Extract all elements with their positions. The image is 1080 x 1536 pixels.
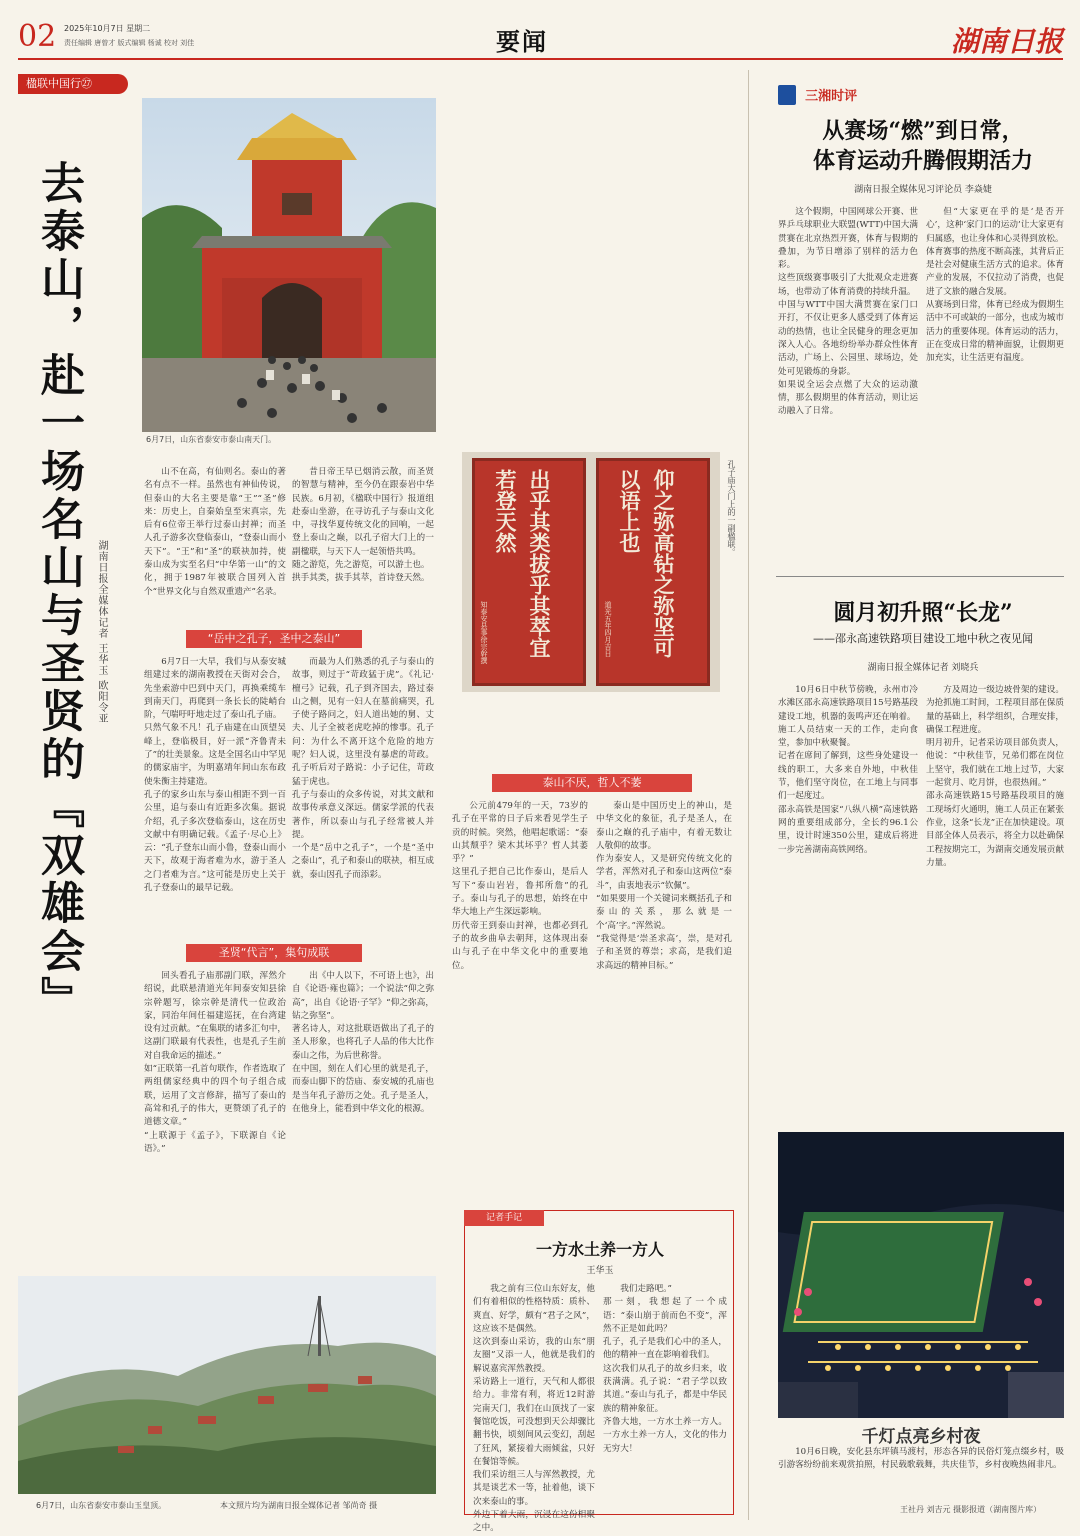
- page-number: 02: [18, 19, 57, 54]
- header-rule: [18, 58, 1063, 60]
- couplet-right-tail: 以语上也: [617, 469, 642, 553]
- yuhuang-peak-photo: [18, 1276, 436, 1494]
- page-header: [18, 19, 1063, 58]
- couplet-left-tail: 若登天然: [493, 469, 518, 553]
- couplet-photo: [462, 452, 720, 692]
- section3-left: 公元前479年的一天，73岁的孔子在平常的日子后来看见学生子贡的时候。突然，他唱起歌谣：“泰山其颓乎？梁木其坏乎？哲人其萎乎？” 这里孔子把自己比作泰山，是后人写下“泰山岩岩，鲁邦所詹”的孔子。泰山与孔子的思想，始终在中华大地上产生深远影响。 历代帝王到泰山封禅，也都必到孔子的故乡曲阜去朝拜，这体现出泰山与孔子在中华文化中的重要地位。: [452, 801, 588, 971]
- commentary-left: 这个假期，中国网球公开赛、世界乒乓球职业大联盟(WTT)中国大满贯赛在北京热烈开赛，体育与假期的叠加，为节日增添了别样的活力色彩。 这些顶级赛事吸引了大批观众走进赛场，也带动了体育消费的持续升温。 中国与WTT中国大满贯赛在家门口开打，不仅让更多人感受到了体育运动的热情，也让全民健身的理念更加深入人心。各地纷纷举办群众性体育活动，广场上、公园里、球场边，处处可见锻炼的身影。 如果说全运会点燃了大众的运动激情，那么假期里的体育活动，则让运动融入了日常。: [778, 207, 918, 417]
- newspaper-logo: 湖南日报: [950, 25, 1063, 58]
- couplet-right-panel: [596, 458, 710, 686]
- lantern-village-photo: [778, 1132, 1064, 1418]
- subhead-1: “岳中之孔子，圣中之泰山”: [186, 630, 362, 648]
- commentary-title-2: 体育运动升腾假期活力: [812, 148, 1033, 174]
- essay-left: 我之前有三位山东好友，他们有着相似的性格特质：质朴、爽直、好学，颇有“君子之风”，这应该不是偶然。 这次到泰山采访，我的山东“朋友圈”又添一人，他就是我们的解说嘉宾浑然教授。 采访路上一道行，天气和人都很给力。非常有利，将近12时游完南天门，我们在山顶找了一家餐馆吃饭，可没想到天公却骤比翻书快，顷刻间风云变幻，刮起了狂风，紧接着大雨倾盆，只好在餐馆等候。 我们采访组三人与浑然教授，尤其是谈艺术一等，扯着他，谈下次来泰山的事。 外边下着大雨，沉浸在这份相聚之中。: [473, 1284, 595, 1534]
- essay-author: 王华玉: [586, 1266, 614, 1276]
- subhead-2: 圣贤“代言”，集句成联: [186, 944, 362, 962]
- news-right: 方及周边一级边坡骨架的建设。为抢抓施工时间，工程项目部在保质量的基础上，科学组织，合理安排，确保工程进度。 明月初升，记者采访项目部负责人，他说：“中秋佳节，兄弟们都在岗位上坚守，我们就在工地上过节，大家一起赏月、吃月饼，也很热闹。” 邵永高速铁路15号路基段项目的施工现场灯火通明，施工人员正在紧张作业，这条“长龙”正在加快建设。项目部全体人员表示，将全力以赴确保工程按期完工，为湖南交通发展贡献力量。: [926, 685, 1064, 868]
- series-tag-label: 楹联中国行㉗: [26, 77, 92, 90]
- photo-credit: 本文照片均为湖南日报全媒体记者 邹尚奇 摄: [220, 1501, 378, 1510]
- couplet-left-main: 出乎其类拔乎其萃宜: [527, 469, 552, 658]
- feature-headline: 去泰山，赴一场名山与圣贤的『双雄会』: [33, 160, 84, 1024]
- bottom-photo-caption: 6月7日，山东省泰安市泰山玉皇顶。: [36, 1501, 167, 1510]
- essay-title: 一方水土养一方人: [535, 1240, 664, 1259]
- couplet-caption: 孔子庙大门上的一副楹联。: [727, 460, 736, 556]
- column-divider: [748, 70, 749, 1520]
- essay-tag: 记者手记: [464, 1210, 544, 1226]
- subhead-3: 泰山不厌，哲人不萎: [492, 774, 692, 792]
- couplet-left-panel: [472, 458, 586, 686]
- couplet-left-inscription: 知泰安县事徐宗幹撰: [480, 601, 488, 664]
- couplet-right-inscription: 道光五年四月吉日: [604, 601, 612, 657]
- commentary-brand: [778, 84, 857, 106]
- feature-intro-left: 山不在高，有仙则名。泰山的著名有点不一样。虽然也有神仙传说，但泰山的大名主要是靠“王”“圣”修来：历史上，自秦始皇至宋真宗，先后有6位帝王举行过泰山封禅；而圣人孔子游多次登临泰山，“登泰山而小天下”。“王”和“圣”的联袂加持，使泰山成为实至名归“中华第一山”的文化，拥于1987年被联合国列入首个“世界文化与自然双重遗产”名录。: [144, 467, 286, 597]
- commentary-right: 但“大家更在乎的是‘是否开心’，这种‘家门口的运动’让大家更有归属感，也让身体和心灵得到放松。 体育赛事的热度不断高涨，其背后正是社会对健康生活方式的追求。体育产业的发展，不仅拉动了消费，也促进了文旅的融合发展。 从赛场到日常，体育已经成为假期生活中不可或缺的一部分，也成为城市活力的重要体现。体育运动的活力，正在变成日常的精神面貌，让假期更加充实，让生活更有温度。: [926, 207, 1064, 364]
- photo-news-text: 10月6日晚，安化县东坪镇马渡村，形态各异的民俗灯笼点缀乡村，吸引游客纷纷前来观赏拍照，村民载歌载舞，共庆佳节，乡村夜晚热闹非凡。: [778, 1447, 1064, 1471]
- commentary-rule: [776, 576, 1064, 577]
- feature-intro-right: 昔日帝王早已烟消云散，而圣贤的智慧与精神，至今仍在跟泰岩中华民族。6月初，《楹联中国行》报道组赴泰山坐游，在寻访孔子与泰山文化中，寻找华夏传统文化的回响，一起登上泰山之巅，以孔子宿大门上的一副楹联，与天下人一起领悟共鸣。 随之游览，先之游览，可以游土也。 拱手其类，拔手其萃，首诗登天然。: [292, 467, 434, 584]
- section-title: 要闻: [496, 28, 548, 56]
- photo-news-credit: 王社丹 刘吉元 摄影报道（湖南图片库）: [900, 1505, 1042, 1514]
- essay-right: 我们走路吧。” 那一刻，我想起了一个成语：“泰山崩于前而色不变”，浑然不正是如此吗？ 孔子，孔子是我们心中的圣人，他的精神一直在影响着我们。 这次我们从孔子的故乡归来，收获满满。孔子说：“君子学以致其道。”泰山与孔子，都是中华民族的精神象征。 齐鲁大地，一方水土养一方人。一方水土养一方人，文化的伟力无穷大！: [603, 1284, 727, 1454]
- section3-right: 泰山是中国历史上的神山，是中华文化的象征，孔子是圣人，在泰山之巅的孔子庙中，有着无数让人敬仰的故事。 作为泰安人，又是研究传统文化的学者，浑然对孔子和泰山这两位“泰斗”，由衷地表示“钦佩”。 “如果要用一个关键词来概括孔子和泰山的关系，那么就是一个‘高’字。”浑然说。 “我觉得是‘崇圣求高’，崇，是对孔子和圣贤的尊崇；求高，是我们追求高远的精神目标。”: [596, 801, 732, 971]
- date-line: 2025年10月7日 星期二: [64, 24, 151, 33]
- couplet-right-main: 仰之弥高钻之弥坚可: [651, 469, 676, 658]
- series-tag: [18, 74, 128, 94]
- essay-box: [464, 1210, 734, 1534]
- photo-news-title: 千灯点亮乡村夜: [861, 1427, 981, 1447]
- editors-line: 责任编辑 唐曾才 版式编辑 杨诚 校对 刘佳: [64, 39, 195, 47]
- nantianmen-photo: [142, 98, 436, 432]
- commentary-title-1: 从赛场“燃”到日常，: [822, 118, 1024, 144]
- news-title: 圆月初升照“长龙”: [833, 600, 1013, 626]
- commentary-byline: 湖南日报全媒体见习评论员 李焱婕: [854, 185, 992, 195]
- top-photo-caption: 6月7日，山东省泰安市泰山南天门。: [146, 435, 277, 444]
- news-byline: 湖南日报全媒体记者 刘晓兵: [867, 663, 979, 673]
- news-subtitle: ——邵永高速铁路项目建设工地中秋之夜见闻: [813, 632, 1033, 645]
- section1-right: 而最为人们熟悉的孔子与泰山的故事，则过于“苛政猛于虎”。《礼记·檀弓》记载，孔子到齐国去，路过泰山之侧，见有一妇人在墓前痛哭，孔子使子路问之，妇人道出她的舅、丈夫、儿子全被老虎吃掉的惨事。孔子问：为什么不离开这个危险的地方呢？妇人说，这里没有暴虐的苛政。孔子听后对子路说：小子记住，苛政猛于虎也。 孔子与泰山的众多传说，对其文献和故事传承意义深远。儒家学派的代表著作，所以泰山与孔子经常被人并提。 一个是“岳中之孔子”，一个是“圣中之泰山”，孔子和泰山的联袂，相互成就，泰山因孔子而添彩。: [292, 657, 434, 880]
- section2-left: 回头看孔子庙那副门联，浑然介绍说，此联悬清道光年间泰安知县徐宗幹题写，徐宗幹是清代一位政治家，同治年间任福建巡抚，在台湾建设有过贡献。“在集联的诸多汇句中，这副门联最有代表性，也是孔子生前对自我命运的描述。” 如“正联第一孔首句联作，作者选取了两组儒家经典中的四个句子组合成联，运用了文言修辞，描写了泰山的高耸和孔子的伟大，更赞颂了孔子的道德文章。” “上联源于《孟子》，下联源自《论语》。”: [144, 971, 286, 1154]
- news-left: 10月6日中秋节傍晚，永州市冷水滩区邵永高速铁路项目15号路基段建设工地，机器的轰鸣声还在响着。 施工人员结束一天的工作，走向食堂，参加中秋聚餐。 记者在席间了解到，这些身处建设一线的职工，大多来自外地，中秋佳节，他们坚守岗位，在工地上与同事们一起度过。 邵永高铁是国家“八纵八横”高速铁路网的重要组成部分，全长约96.1公里，设计时速350公里，建成后将进一步完善湖南高铁网络。: [778, 685, 918, 855]
- section2-right: 出《中人以下，不可语上也》，出自《论语·雍也篇》；一个说法“仰之弥高”，出自《论语·子罕》“仰之弥高，钻之弥坚”。 著名诗人，对这批联语做出了孔子的圣人形象，也将孔子人品的伟大比作泰山之伟，为后世称誉。 在中国，刻在人们心里的就是孔子，而泰山脚下的岱庙、泰安城的孔庙也是当年孔子游历之处。孔子是圣人，在他身上，能看到中华文化的根源。: [292, 971, 434, 1114]
- commentary-logo-icon: [778, 85, 796, 105]
- commentary-brand-label: 三湘时评: [805, 89, 858, 104]
- feature-byline: 湖南日报全媒体记者 王华玉 欧阳令亚: [96, 540, 107, 725]
- section1-left: 6月7日一大早，我们与从泰安城组建过来的湖南教授在天街对会合，先坐索游中巴到中天门，再换乘缆车到南天门，再爬到一条长长的陡峭台阶，气喘吁吁地走过了泰山孔子庙。 只然气象不凡！孔子庙建在山顶望吴峰上，登临极目，好一派“齐鲁青未了”的壮美景象。这是全国名山中罕见的儒家庙宇，为明嘉靖年间山东布政使朱衡主持建造。 孔子的家乡山东与泰山相距不到一百公里，追与泰山有近距多次集。据说介绍，孔子多次登临泰山，这在历史文献中有明确记载。《孟子·尽心上》云：“孔子登东山而小鲁，登泰山而小天下，故观于海者难为水，游于圣人之门者难为言。”这可能是历史上关于孔子登泰山的最早记载。: [144, 657, 286, 894]
